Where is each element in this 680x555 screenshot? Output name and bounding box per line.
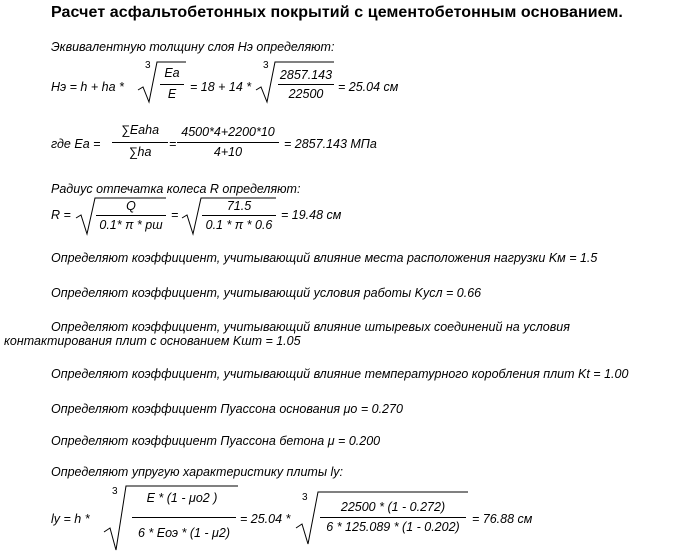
elastic-char-intro: Определяют упругую характеристику плиты ly: — [51, 465, 344, 479]
f4-lhs: ly = h * — [51, 512, 90, 526]
f4-root-index-2: 3 — [302, 492, 308, 503]
f2-den-2: 4+10 — [213, 145, 243, 159]
f4-bar-2 — [320, 517, 466, 518]
f2-bar-2 — [177, 142, 279, 143]
radius-intro: Радиус отпечатка колеса R определяют: — [51, 182, 301, 196]
f4-num-1: E * (1 - μо2 ) — [146, 491, 218, 505]
f4-mid: = 25.04 * — [240, 512, 291, 526]
f1-result: = 25.04 см — [338, 80, 399, 94]
f4-result: = 76.88 см — [472, 512, 533, 526]
f3-eq: = — [171, 208, 179, 222]
f3-den-1: 0.1* π * pш — [99, 218, 163, 232]
poisson-base-line: Определяют коэффициент Пуассона основания μо = 0.270 — [51, 402, 403, 416]
poisson-concrete-line: Определяют коэффициент Пуассона бетона μ = 0.200 — [51, 434, 381, 448]
f4-radical-2 — [296, 490, 468, 546]
f1-bar-2 — [278, 84, 334, 85]
coef-ksht-line-2: контактирования плит с основанием Kшт = 1.05 — [4, 334, 301, 348]
f1-root-index-1: 3 — [145, 60, 151, 71]
f1-bar-1 — [160, 84, 184, 85]
f2-result: = 2857.143 МПа — [284, 137, 377, 151]
eq-thickness-intro: Эквивалентную толщину слоя Hэ определяют: — [51, 40, 335, 54]
f2-lhs: где Eа = — [51, 137, 101, 151]
f1-den-2: 22500 — [288, 87, 324, 101]
coef-ksht-line-1: Определяют коэффициент, учитывающий влияние штыревых соединений на условия — [51, 320, 570, 334]
f4-root-index-1: 3 — [112, 486, 118, 497]
f3-lhs: R = — [51, 208, 71, 222]
f3-num-1: Q — [126, 199, 136, 213]
f2-num-2: 4500*4+2200*10 — [181, 125, 275, 139]
f3-bar-2 — [202, 215, 276, 216]
f4-den-2: 6 * 125.089 * (1 - 0.202) — [326, 520, 460, 534]
f4-bar-1 — [132, 517, 236, 518]
coef-km-line: Определяют коэффициент, учитывающий влияние места расположения нагрузки Kм = 1.5 — [51, 251, 598, 265]
page-title: Расчет асфальтобетонных покрытий с цементобетонным основанием. — [51, 4, 623, 21]
f3-den-2: 0.1 * π * 0.6 — [205, 218, 273, 232]
f2-den-1: ∑hа — [128, 145, 152, 159]
f1-num-2: 2857.143 — [279, 68, 333, 82]
f4-num-2: 22500 * (1 - 0.272) — [340, 500, 446, 514]
f1-num-1: Eа — [164, 66, 180, 80]
f1-den-1: E — [167, 87, 177, 101]
f3-result: = 19.48 см — [281, 208, 342, 222]
f3-bar-1 — [96, 215, 166, 216]
f1-mid: = 18 + 14 * — [190, 80, 252, 94]
coef-kt-line: Определяют коэффициент, учитывающий влияние температурного коробления плит Kt = 1.00 — [51, 367, 629, 381]
f4-den-1: 6 * Eоэ * (1 - μ2) — [137, 526, 231, 540]
f2-bar-1 — [112, 142, 168, 143]
f2-eq: = — [169, 137, 177, 151]
coef-kusl-line: Определяют коэффициент, учитывающий условия работы Kусл = 0.66 — [51, 286, 482, 300]
f3-num-2: 71.5 — [226, 199, 252, 213]
f1-root-index-2: 3 — [263, 60, 269, 71]
f2-num-1: ∑Eаhа — [120, 123, 160, 137]
f1-lhs: Hэ = h + hа * — [51, 80, 124, 94]
